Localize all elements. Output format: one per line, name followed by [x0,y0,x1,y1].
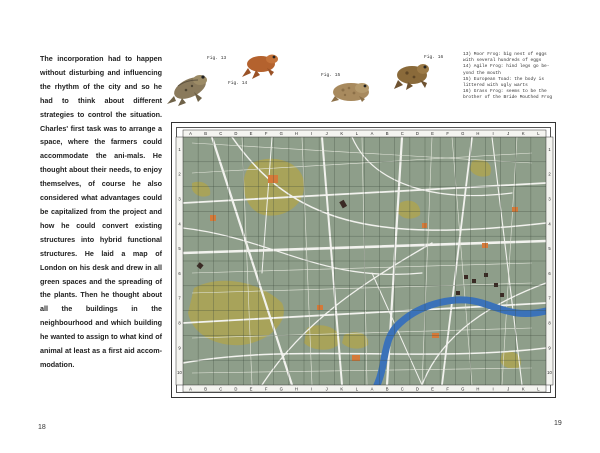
note-line: with several hundreds of eggs [463,58,542,64]
column-label: H [476,131,480,137]
note-line: yond the mouth [463,70,501,76]
row-label: 10 [177,370,182,376]
column-label: B [385,386,389,392]
column-label: A [370,386,374,392]
page-number-right: 19 [554,420,562,427]
row-label: 6 [178,270,181,276]
row-label: 8 [548,320,551,326]
page-number-left: 18 [38,424,46,431]
column-label: E [249,386,253,392]
column-label: K [521,131,525,137]
column-label: I [492,131,494,137]
column-label: K [521,386,525,392]
note-line: littered with ugly warts [463,83,528,89]
row-label: 2 [178,171,181,177]
column-label: B [204,131,208,137]
column-label: K [340,131,344,137]
column-label: C [219,386,223,392]
column-label: B [385,131,389,137]
row-label: 5 [548,246,551,252]
column-label: I [310,131,313,137]
note-line: brother of the Bride Mouthed Frog [463,95,553,101]
note-line: 16) Grass Frog: seems to be the [463,89,547,95]
figure-label: Fig. 14 [228,81,248,86]
column-label: F [264,386,268,392]
column-label: E [249,131,253,137]
row-label: 3 [178,196,181,202]
row-label: 9 [178,345,181,351]
london-map [172,123,557,399]
european-toad-illustration [329,78,373,104]
row-label: 10 [547,370,552,376]
column-label: C [400,131,404,137]
column-label: F [264,131,268,137]
figure-label: Fig. 16 [424,55,444,60]
column-label: J [507,131,510,137]
column-label: D [415,131,419,137]
column-label: B [204,386,208,392]
row-label: 3 [548,196,551,202]
row-label: 6 [548,270,551,276]
figure-label: Fig. 15 [321,73,341,78]
row-label: 5 [178,246,181,252]
column-label: A [189,131,192,137]
column-label: A [370,131,374,137]
column-label: I [492,386,494,392]
row-label: 4 [548,221,551,227]
row-label: 8 [178,320,181,326]
row-label: 1 [548,146,551,152]
column-label: D [234,131,238,137]
column-label: J [325,386,328,392]
note-line: 15) European Toad: the body is [463,76,545,82]
body-paragraph [40,52,162,372]
london-map-frame [171,122,556,398]
column-label: A [189,386,192,392]
column-label: D [234,386,238,392]
column-label: E [431,131,434,137]
column-label: L [355,131,359,137]
column-label: F [446,386,449,392]
column-label: D [415,386,419,392]
figure-label: Fig. 13 [207,56,227,61]
body-text: The incorporation had to happen without disturbing and influencing the rhythm of the city and so he had to think about different strategies to control the situation. Charles' first task was to arrange a space, where the farmers could accommodate the ani-mals. He thought about their needs, to enjoy themselves, of course he also considered what advantages could be capitalized from the project and how he could convert existing structures into hybrid functional structures. He laid a map of London on his desk and drew in all green spaces and the spreading of the plants. Then he thought about all the buildings in the neighbourhood and which building he wanted to assign to what kind of animal at least as a first aid accom-modation. [40,54,162,369]
note-line: 14) Agile Frog: hind legs go be- [463,64,550,70]
column-label: J [325,131,328,137]
agile-frog-illustration [241,48,281,80]
note-line: 13) Moor Frog: big nest of eggs [463,52,547,57]
row-label: 7 [548,295,551,301]
column-label: H [476,386,480,392]
column-label: F [446,131,449,137]
column-label: H [294,131,298,137]
column-label: I [310,386,313,392]
row-label: 4 [178,221,181,227]
column-label: K [340,386,344,392]
column-label: L [355,386,359,392]
column-label: G [461,386,465,392]
figure-notes [463,52,568,102]
row-label: 2 [548,171,551,177]
row-label: 7 [178,295,181,301]
moor-frog-illustration [164,66,214,108]
column-label: C [400,386,404,392]
column-label: J [507,386,510,392]
row-label: 9 [548,345,551,351]
grass-frog-illustration [392,58,432,92]
column-label: G [279,131,283,137]
column-label: G [279,386,283,392]
column-label: C [219,131,223,137]
column-label: E [431,386,434,392]
column-label: L [537,131,540,137]
column-label: G [461,131,465,137]
column-label: L [537,386,540,392]
row-label: 1 [178,146,181,152]
column-label: H [294,386,298,392]
